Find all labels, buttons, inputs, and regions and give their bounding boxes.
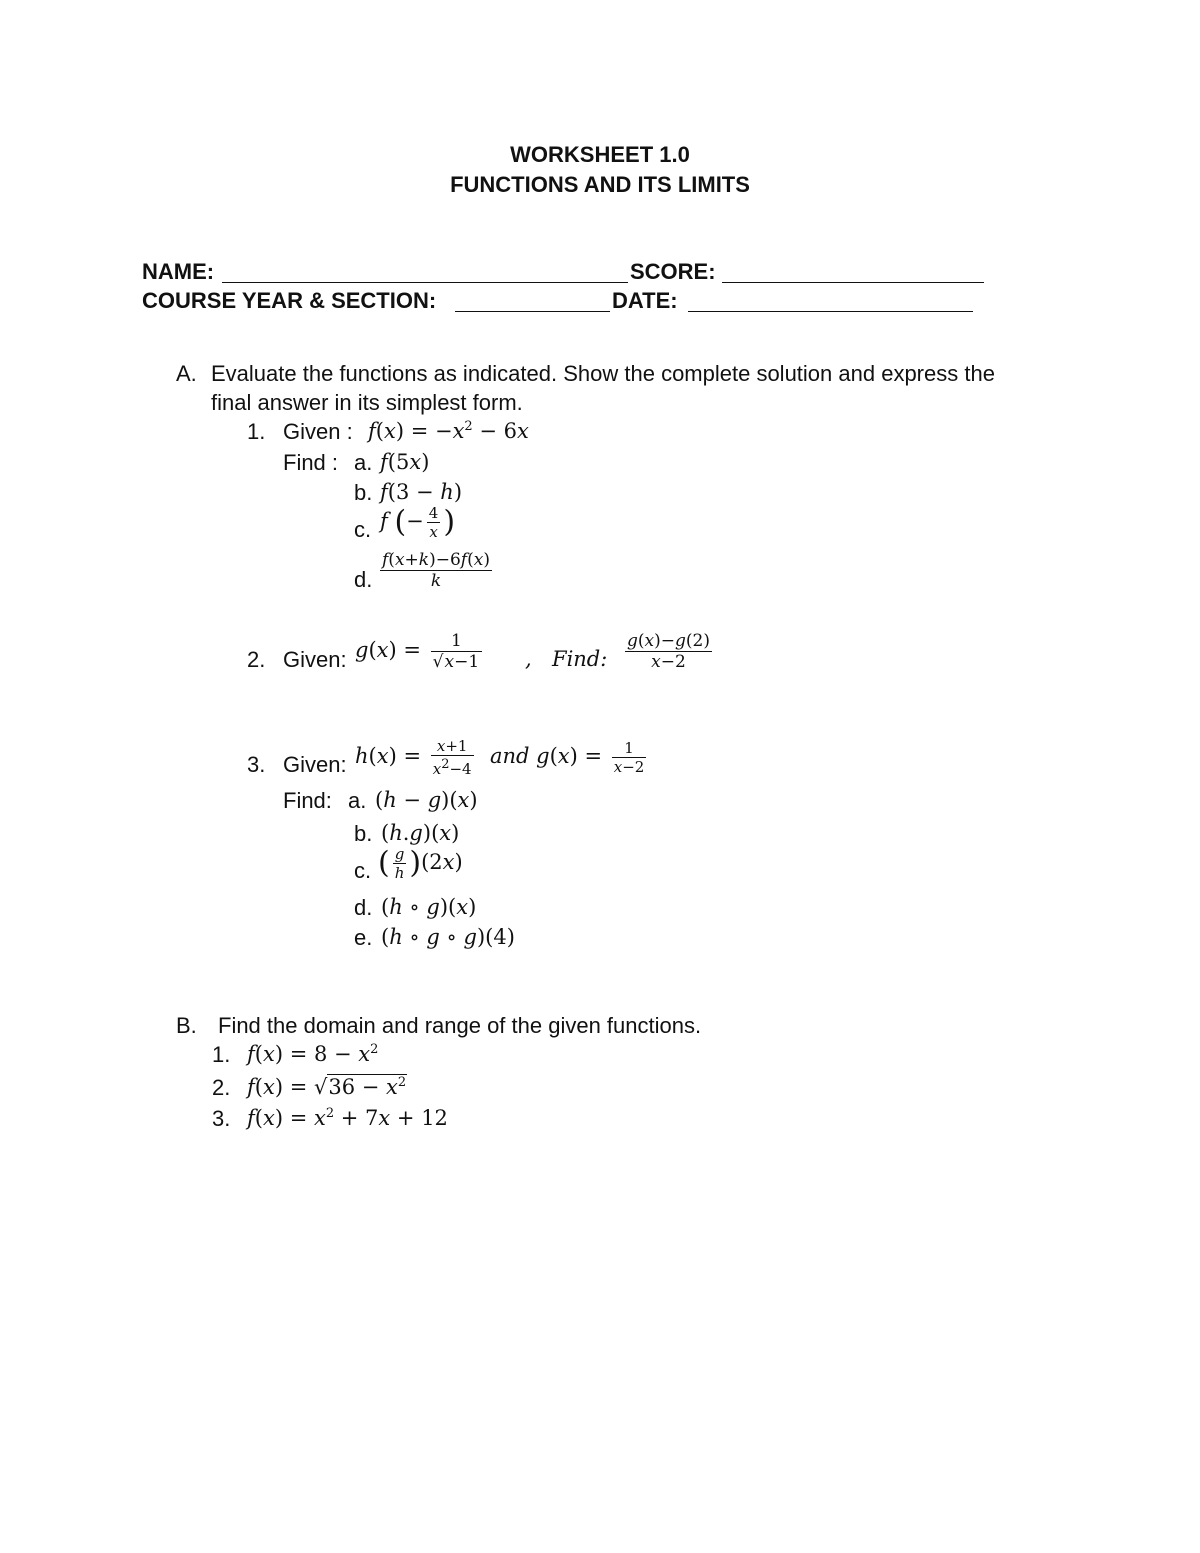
section-a-instruction-line1: Evaluate the functions as indicated. Show the complete solution and express the (211, 361, 995, 386)
b3-expression: $f(x) = x^2 + 7x + 12$ (247, 1106, 448, 1130)
b2-expression: $f(x) = √36 - x^2$ (247, 1075, 407, 1099)
q3-and-text: and (489, 744, 530, 768)
q3-given-label: Given: (283, 752, 347, 777)
q3-find-label: Find: (283, 788, 332, 813)
q3-c-expression: ( $\frac{g}{h}$ )(2x) (378, 845, 463, 882)
b3-number: 3. (212, 1106, 231, 1131)
worksheet-title: WORKSHEET 1.0 (510, 142, 690, 167)
q1-a-expression: f(5x) (380, 450, 430, 474)
name-label: NAME: (142, 259, 215, 284)
score-blank[interactable] (722, 282, 984, 283)
q1-b-expression: f(3 − h) (380, 480, 463, 504)
b1-expression: $f(x) = 8 - x^2$ (247, 1042, 379, 1066)
q2-find-expression: $\frac{g(x)-g(2)}{x-2}$ (627, 631, 710, 672)
q3-a-expression: (h − g)(x) (375, 788, 478, 812)
q2-number: 2. (247, 647, 266, 672)
q2-given-expression: g(x) = $\frac{1}{√x-1}$ (355, 631, 485, 672)
q2-find-label (552, 647, 607, 671)
course-year-section-blank[interactable] (455, 311, 610, 312)
q3-b-label: b. (354, 821, 373, 846)
b1-number: 1. (212, 1042, 231, 1067)
q1-c-expression: f (− $\frac{4}{x}$ ) (380, 504, 456, 541)
section-b-letter: B. (176, 1013, 197, 1038)
q1-a-label: a. (354, 450, 373, 475)
q2-separator: , (525, 647, 532, 671)
q3-c-label: c. (354, 858, 372, 883)
q3-e-expression: (h ∘ g ∘ g)(4) (381, 925, 515, 949)
date-blank[interactable] (688, 311, 973, 312)
date-label: DATE: (612, 288, 678, 313)
q2-find-text: Find: (552, 647, 608, 671)
b2-number: 2. (212, 1075, 231, 1100)
q1-d-label: d. (354, 567, 373, 592)
q3-given-expression: h(x) = $\frac{x+1}{x^2-4}$ and g(x) = $\frac{1}{x-2}$ (355, 737, 645, 778)
q3-number: 3. (247, 752, 266, 777)
worksheet-subtitle: FUNCTIONS AND ITS LIMITS (450, 172, 750, 197)
score-label: SCORE: (630, 259, 716, 284)
q1-number: 1. (247, 419, 266, 444)
q1-c-label: c. (354, 517, 372, 542)
q3-e-label: e. (354, 925, 373, 950)
q3-a-label: a. (348, 788, 367, 813)
q1-given-label: Given : (283, 419, 353, 444)
q1-b-label: b. (354, 480, 373, 505)
section-b-instruction: Find the domain and range of the given functions. (218, 1013, 702, 1038)
q1-given-expression: $f(x) = -x^2 - 6x$ (368, 419, 529, 443)
q3-d-label: d. (354, 895, 373, 920)
section-a-instruction-line2: final answer in its simplest form. (211, 390, 523, 415)
q1-d-expression: $\frac{f(x+k)-6f(x)}{k}$ (382, 550, 490, 591)
course-year-section-label: COURSE YEAR & SECTION: (142, 288, 437, 313)
name-blank[interactable] (222, 282, 628, 283)
q3-b-expression: (h.g)(x) (381, 821, 460, 845)
q2-given-label: Given: (283, 647, 347, 672)
section-a-letter: A. (176, 361, 197, 386)
q3-d-expression: (h ∘ g)(x) (381, 895, 477, 919)
q1-find-label: Find : (283, 450, 339, 475)
